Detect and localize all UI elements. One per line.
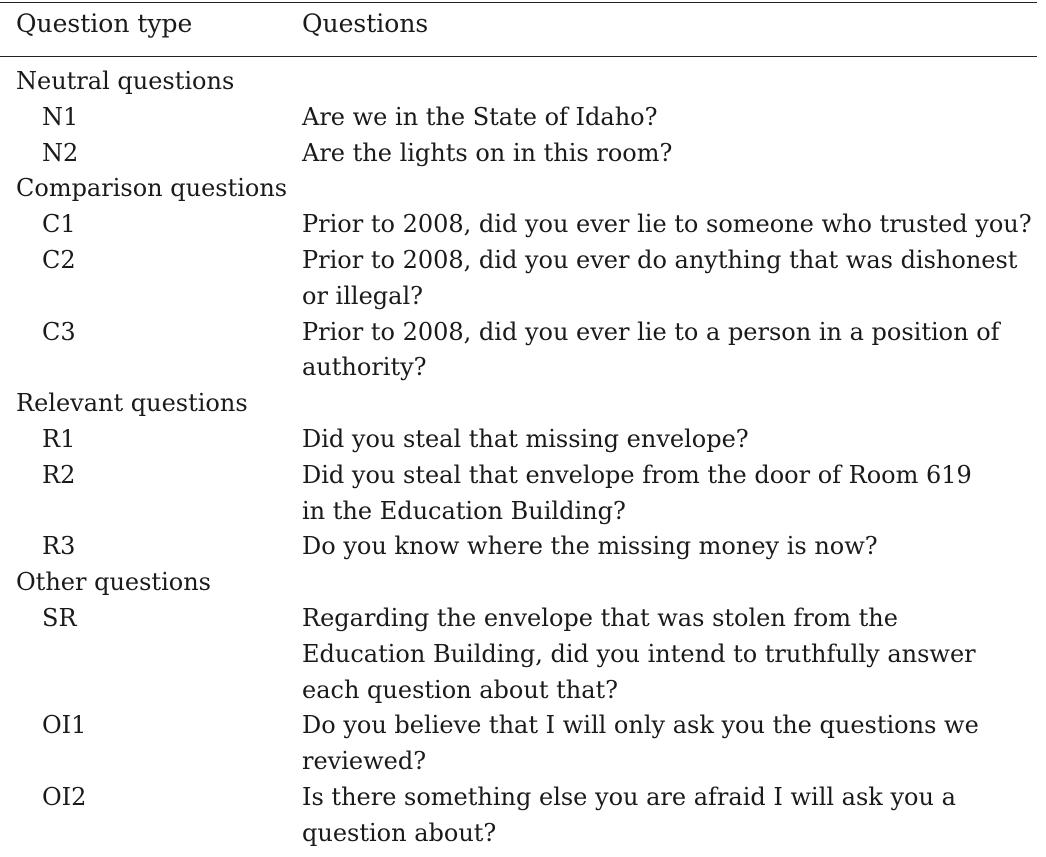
question-text	[302, 708, 1032, 780]
question-code: C1	[42, 210, 76, 239]
table-row	[0, 100, 1046, 136]
group-row	[0, 171, 1046, 207]
question-line: Is there something else you are afraid I will ask you a	[302, 782, 956, 811]
question-text	[302, 243, 1032, 315]
question-text	[302, 780, 1032, 852]
table-row	[0, 207, 1046, 243]
question-code: OI2	[42, 782, 87, 811]
question-text	[302, 100, 1032, 136]
question-line: in the Education Building?	[302, 496, 626, 525]
question-code: R2	[42, 460, 76, 489]
question-line: Prior to 2008, did you ever lie to someone who trusted you?	[302, 210, 1032, 239]
group-label: Relevant questions	[16, 389, 248, 418]
table-row	[0, 136, 1046, 172]
question-text	[302, 207, 1032, 243]
question-code: N2	[42, 138, 79, 167]
question-line: Do you know where the missing money is now?	[302, 532, 878, 561]
group-label: Neutral questions	[16, 67, 235, 95]
question-text	[302, 458, 1032, 530]
question-line: Do you believe that I will only ask you the questions we	[302, 711, 979, 740]
table-body	[0, 64, 1046, 852]
question-line: Prior to 2008, did you ever do anything that was dishonest	[302, 245, 1018, 274]
table-row	[0, 315, 1046, 387]
group-label: Comparison questions	[16, 174, 288, 203]
question-code: OI1	[42, 711, 87, 740]
header-questions: Questions	[302, 9, 429, 38]
question-line: Did you steal that envelope from the door of Room 619	[302, 460, 972, 489]
question-line: Are the lights on in this room?	[302, 138, 673, 167]
header-question-type: Question type	[16, 9, 193, 38]
question-line: Regarding the envelope that was stolen from the	[302, 603, 898, 632]
question-line: reviewed?	[302, 747, 427, 776]
group-row	[0, 64, 1046, 100]
question-line: Did you steal that missing envelope?	[302, 424, 749, 453]
question-line: or illegal?	[302, 281, 423, 310]
question-code: N1	[42, 102, 79, 131]
question-code: R3	[42, 532, 76, 561]
question-code: R1	[42, 424, 76, 453]
table-row	[0, 422, 1046, 458]
question-text	[302, 529, 1032, 565]
question-line: authority?	[302, 353, 427, 382]
table-top-rule	[0, 2, 1037, 3]
question-line: each question about that?	[302, 675, 619, 704]
question-line: question about?	[302, 818, 497, 847]
question-line: Prior to 2008, did you ever lie to a person in a position of	[302, 317, 1000, 346]
question-text	[302, 315, 1032, 387]
question-text	[302, 601, 1032, 708]
question-line: Education Building, did you intend to truthfully answer	[302, 639, 976, 668]
table-row	[0, 529, 1046, 565]
table-row	[0, 243, 1046, 315]
question-text	[302, 422, 1032, 458]
table-header-rule	[0, 56, 1037, 57]
question-text	[302, 136, 1032, 172]
question-line: Are we in the State of Idaho?	[302, 102, 658, 131]
table-row	[0, 601, 1046, 708]
table-row	[0, 708, 1046, 780]
group-label: Other questions	[16, 568, 211, 597]
table-row	[0, 780, 1046, 852]
table-row	[0, 458, 1046, 530]
group-row	[0, 565, 1046, 601]
question-code: C2	[42, 245, 76, 274]
question-code: SR	[42, 603, 77, 632]
question-code: C3	[42, 317, 76, 346]
group-row	[0, 386, 1046, 422]
table-header-row	[0, 9, 1046, 45]
